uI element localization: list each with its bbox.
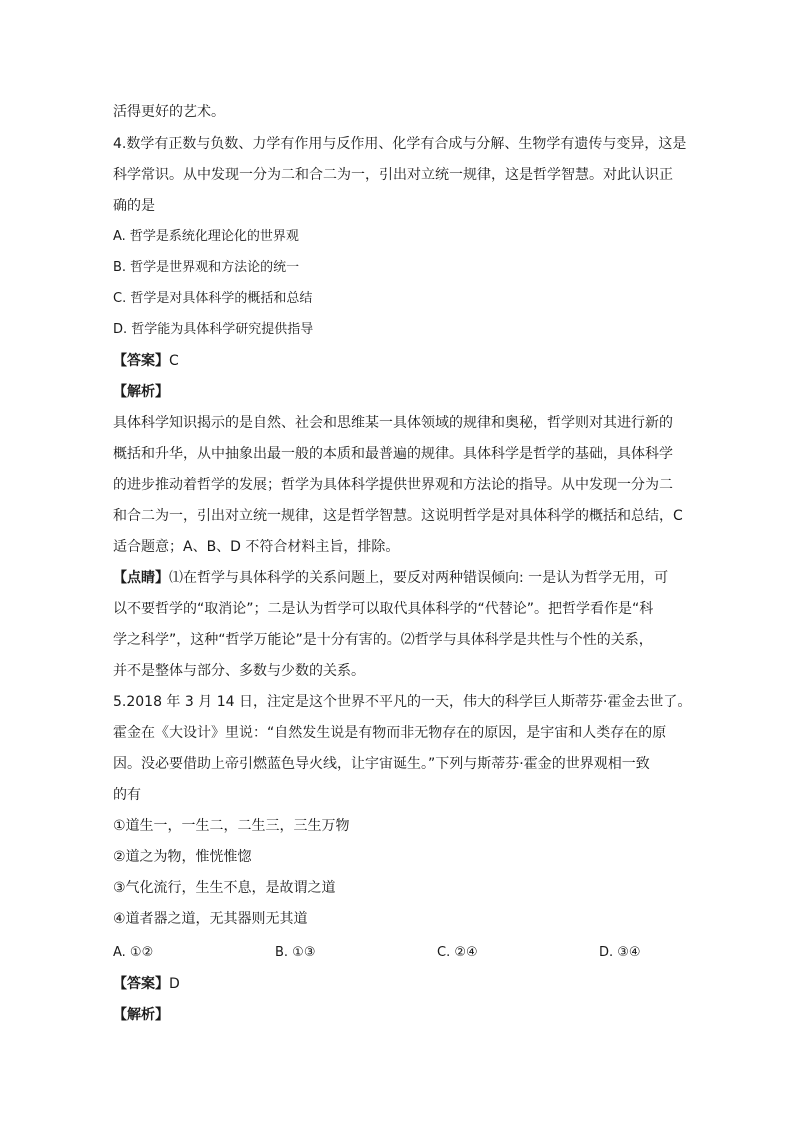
answer-value: D	[169, 976, 180, 992]
text-line: 确的是	[113, 198, 155, 214]
statement-2: ②道之为物，惟恍惟惚	[113, 849, 252, 865]
question-5-stem: 5.2018 年 3 月 14 日，注定是这个世界不平凡的一天，伟大的科学巨人斯蒂芬·霍金去世了。	[113, 694, 692, 710]
answer-line	[113, 351, 179, 371]
text-line: 因。没必要借助上帝引燃蓝色导火线，让宇宙诞生。”下列与斯蒂芬·霍金的世界观相一致	[113, 756, 650, 772]
choice-c: C. ②④	[437, 945, 478, 960]
answer-tag: 【答案】	[113, 353, 169, 369]
option-b: B. 哲学是世界观和方法论的统一	[113, 260, 300, 275]
analysis-heading	[113, 382, 169, 402]
question-4-stem: 4.数学有正数与负数、力学有作用与反作用、化学有合成与分解、生物学有遗传与变异，这是	[113, 136, 687, 152]
analysis-tag: 【解析】	[113, 384, 169, 400]
dianjing-text: 学之科学”，这种“哲学万能论”是十分有害的。⑵哲学与具体科学是共性与个性的关系，	[113, 632, 653, 648]
analysis-text: 适合题意；A、B、D 不符合材料主旨，排除。	[113, 539, 400, 555]
text-line: 霍金在《大设计》里说：“自然发生说是有物而非无物存在的原因，是宇宙和人类存在的原	[113, 725, 667, 741]
text-line: 科学常识。从中发现一分为二和合二为一，引出对立统一规律，这是哲学智慧。对此认识正	[113, 167, 673, 183]
text-line: 的有	[113, 787, 141, 803]
choice-a: A. ①②	[113, 945, 154, 960]
text-line: 活得更好的艺术。	[113, 104, 225, 120]
dianjing-text: 并不是整体与部分、多数与少数的关系。	[113, 663, 365, 679]
answer-tag: 【答案】	[113, 976, 169, 992]
dianjing-text: 以不要哲学的“取消论”；二是认为哲学可以取代具体科学的“代替论”。把哲学看作是“科	[113, 601, 654, 617]
analysis-text: 的进步推动着哲学的发展；哲学为具体科学提供世界观和方法论的指导。从中发现一分为二	[113, 477, 673, 493]
analysis-text: 具体科学知识揭示的是自然、社会和思维某一具体领域的规律和奥秘，哲学则对其进行新的	[113, 415, 673, 431]
statement-1: ①道生一，一生二，二生三，三生万物	[113, 818, 350, 834]
option-a: A. 哲学是系统化理论化的世界观	[113, 229, 299, 244]
choice-b: B. ①③	[275, 945, 316, 960]
answer-value: C	[169, 353, 179, 369]
statement-3: ③气化流行，生生不息，是故谓之道	[113, 880, 336, 896]
dianjing-tag: 【点睛】	[113, 570, 169, 586]
statement-4: ④道者器之道，无其器则无其道	[113, 911, 308, 927]
analysis-text: 概括和升华，从中抽象出最一般的本质和最普遍的规律。具体科学是哲学的基础，具体科学	[113, 446, 673, 462]
option-d: D. 哲学能为具体科学研究提供指导	[113, 322, 314, 337]
analysis-text: 和合二为一，引出对立统一规律，这是哲学智慧。这说明哲学是对具体科学的概括和总结，C	[113, 508, 683, 524]
option-c: C. 哲学是对具体科学的概括和总结	[113, 291, 313, 306]
dianjing-text: ⑴在哲学与具体科学的关系问题上，要反对两种错误倾向: 一是认为哲学无用，可	[169, 570, 669, 586]
analysis-heading	[113, 1005, 169, 1025]
choice-d: D. ③④	[599, 945, 641, 960]
dianjing-line	[113, 568, 668, 588]
analysis-tag: 【解析】	[113, 1007, 169, 1023]
answer-line	[113, 974, 180, 994]
